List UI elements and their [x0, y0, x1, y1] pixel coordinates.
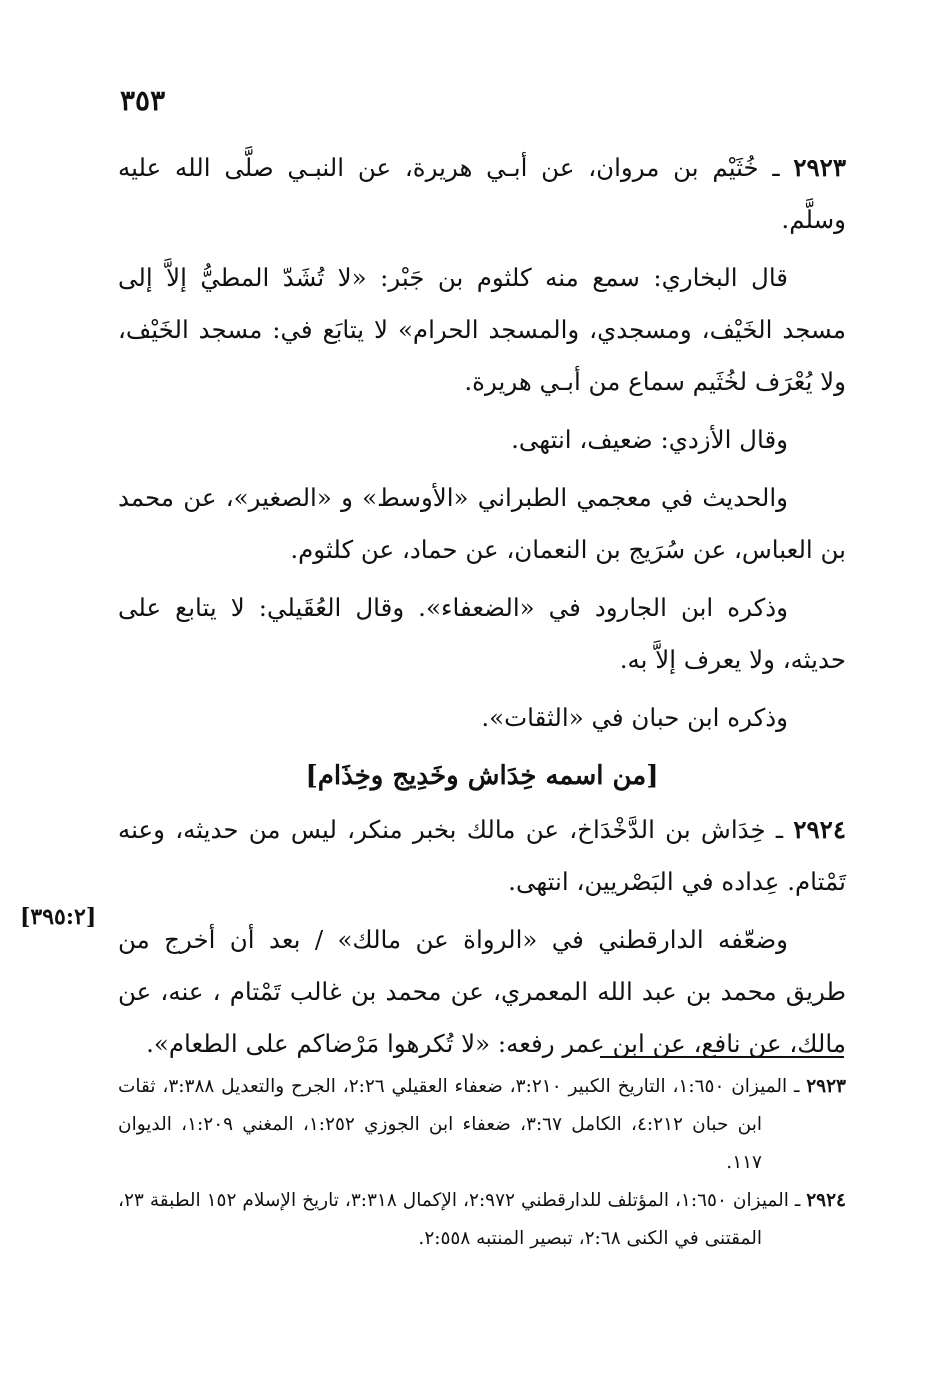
section-heading: [من اسمه خِدَاش وخَدِيج وخِذَام] [305, 761, 659, 791]
margin-reference: [٣٩٥:٢] [20, 904, 97, 930]
paragraph: وذكره ابن الجارود في «الضعفاء». وقال العُقَيلي: لا يتابع على حديثه، ولا يعرف إلاَّ به. [118, 593, 846, 674]
paragraph: وذكره ابن حبان في «الثقات». [481, 703, 788, 732]
footnote [118, 1068, 846, 1182]
entry-2923 [118, 142, 846, 246]
paragraph: قال البخاري: سمع منه كلثوم بن جَبْر: «لا تُشَدّ المطيُّ إلاَّ إلى مسجد الخَيْف، ومسجدي، والمسجد الحرام» لا يتابَع في: مسجد الخَيْف، ولا يُعْرَف لخُثَيم سماع من أبـي هريرة. [118, 263, 846, 396]
footnote-text: ـ الميزان ١:٦٥٠، التاريخ الكبير ٣:٢١٠، ضعفاء العقيلي ٢:٢٦، الجرح والتعديل ٣:٣٨٨، ثقات ابن حبان ٤:٢١٢، الكامل ٣:٦٧، ضعفاء ابن الجوزي ١:٢٥٢، المغني ١:٢٠٩، الديوان ١١٧. [118, 1076, 807, 1173]
page-number: ٣٥٣ [120, 84, 166, 117]
footnote-number: ٢٩٢٤ [806, 1190, 846, 1211]
footnote-number: ٢٩٢٣ [806, 1076, 846, 1097]
footnote-text: ـ الميزان ١:٦٥٠، المؤتلف للدارقطني ٢:٩٧٢، الإكمال ٣:٣١٨، تاريخ الإسلام ١٥٢ الطبقة ٢٣، المقتنى في الكنى ٢:٦٨، تبصير المنتبه ٢:٥٥٨. [118, 1190, 807, 1249]
entry-number: ٢٩٢٣ [793, 153, 846, 182]
entry-2924 [118, 804, 846, 908]
main-text [118, 142, 846, 1076]
footnotes [118, 1068, 846, 1258]
paragraph: وقال الأزدي: ضعيف، انتهى. [511, 425, 788, 454]
footnote [118, 1182, 846, 1258]
entry-text: ـ خُثَيْم بن مروان، عن أبـي هريرة، عن النبـي صلَّى الله عليه وسلَّم. [118, 153, 846, 234]
footnote-divider [600, 1056, 844, 1058]
entry-text: ـ خِدَاش بن الدَّخْدَاخ، عن مالك بخبر منكر، ليس من حديثه، وعنه تَمْتام. عِداده في البَصْريين، انتهى. [118, 815, 846, 896]
paragraph: وضعّفه الدارقطني في «الرواة عن مالك» / بعد أن أخرج من طريق محمد بن عبد الله المعمري، عن محمد بن غالب تَمْتام ، عنه، عن مالك، عن نافع، عن ابن عمر رفعه: «لا تُكرهوا مَرْضاكم على الطعام». [118, 925, 846, 1058]
entry-number: ٢٩٢٤ [793, 815, 846, 844]
paragraph: والحديث في معجمي الطبراني «الأوسط» و «الصغير»، عن محمد بن العباس، عن سُرَيج بن النعمان، عن حماد، عن كلثوم. [118, 483, 846, 564]
